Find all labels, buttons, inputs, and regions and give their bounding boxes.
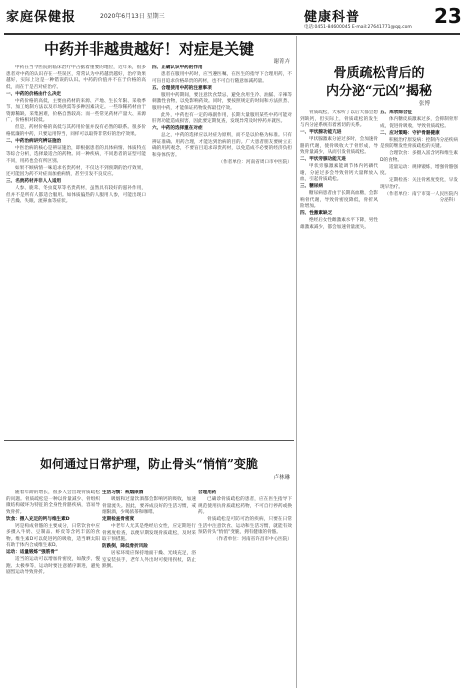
author-affiliation: （作者单位：南宁市第一人民医院内分泌科） — [384, 191, 458, 203]
paragraph: 中药在当今医院的临床治疗中占据着重要的地位，近年来，很多患者对中药的认识存在一些误区，常常认为中药越贵越好，治疗效果越好，实际上这是一种错误的认识。中药的价值并不在于价格的高低，而在于是否对症治疗。 — [6, 65, 146, 90]
subheading: 防跌倒，降低骨折风险 — [102, 544, 148, 549]
paragraph: 积极治疗原发病：控制内分泌疾病是预防继发性骨质疏松的关键。 — [380, 137, 458, 149]
subheading: 生活习惯：戒烟限酒 — [102, 490, 144, 495]
article3-title-line2: 内分泌“元凶”揭秘 — [326, 84, 432, 99]
paragraph: 糖尿病患者由于长期高血糖，会影响骨代谢，导致骨密度降低，骨折风险增加。 — [300, 191, 378, 209]
article1-body-right — [152, 65, 292, 435]
issue-date: 2020年6月13日 星期三 — [100, 13, 165, 20]
paragraph: 如果不顾病情一味追求名贵药材，不仅达不到预期的治疗效果，还可能因为药不对症而加重病情，甚至引发不良反应。 — [6, 165, 146, 177]
subheading: 五、库欣综合征 — [380, 110, 413, 115]
article2-byline: 卢林琳 — [273, 475, 290, 481]
article-divider — [4, 440, 294, 441]
subheading: 四、正确认识中药的作用 — [152, 65, 203, 70]
subheading: 一、甲状腺功能亢进 — [300, 130, 342, 135]
paragraph: 骨质疏松，大家听了以后大都会想到缺钙，但实际上，骨质疏松的发生与内分泌系统有着密切的关系。 — [300, 110, 378, 128]
paragraph: 定期检查：关注骨密度变化，早发现早治疗。 — [380, 178, 458, 190]
article3-title-line1: 骨质疏松背后的 — [333, 66, 425, 81]
subheading: 三、名贵药材并非人人适用 — [6, 179, 62, 184]
article2-title: 如何通过日常护理，防止骨头“悄悄”变脆 — [40, 457, 258, 471]
subheading: 饮食：摄入充足的钙与维生素D — [6, 516, 70, 522]
article1-title: 中药并非越贵越好！对症是关键 — [43, 40, 254, 58]
subheading: 二、中药治病讲究辨证施治 — [6, 138, 62, 144]
article2-body-mid — [102, 490, 196, 688]
paragraph: 适量运动：规律锻炼，增强骨骼强度。 — [380, 164, 458, 176]
paragraph: 已确诊骨质疏松的患者，应在医生指导下规范使用抗骨质疏松药物，不可自行停药或换药。 — [198, 497, 292, 515]
paragraph: 中医治病的核心是辨证施治，即根据患者的具体病情、体质特点等综合分析，选择最适合的药物。同一种疾病，不同患者的证型可能不同，用药也会有所区别。 — [6, 145, 146, 164]
subheading: 运动：适量锻炼“强筋骨” — [6, 550, 58, 555]
subheading: 四、性激素缺乏 — [300, 211, 333, 216]
paragraph: 甲状旁腺激素能调节体内钙磷代谢，分泌过多会导致骨钙大量释放入血，引起骨质疏松。 — [300, 164, 378, 182]
subheading: 合理用药 — [198, 490, 217, 495]
author-affiliation: （作者单位：河南省许昌市中心医院） — [213, 537, 292, 542]
subheading: 六、中药的选择重在对症 — [152, 126, 203, 131]
paragraph: 钙是构成骨骼的主要成分，日常饮食中应多摄入牛奶、豆制品、虾皮等含钙丰富的食物。维生素D可以促进钙的吸收，适当晒太阳有助于体内合成维生素D。 — [6, 523, 100, 548]
paragraph: 居家环境应保持地面干燥、光线充足，浴室安装扶手，老年人外出时可使用拐杖，防止跌倒。 — [102, 551, 196, 569]
subheading: 三、糖尿病 — [300, 184, 323, 189]
article2-body-right — [198, 490, 292, 688]
article1-byline: 谢菁卉 — [273, 59, 290, 65]
subheading: 二、应对策略：守护骨骼健康 — [380, 130, 440, 136]
paragraph: 此外，中药也有一定的毒副作用，长期大量服用某些中药可能对肝肾功能造成损害，因此要定期复查，发现异常及时停药并就医。 — [152, 112, 292, 124]
paragraph: 但是，药材价格的高低与其药用价值并没有必然的联系。很多价格低廉的中药，只要运用得当，同样可以取得非常好的治疗效果。 — [6, 125, 146, 137]
newspaper-name: 家庭保健报 — [6, 10, 77, 25]
paragraph: 人参、鹿茸、冬虫夏草等名贵药材，虽然具有较好的滋补作用，但并不是所有人都适合服用。如体质偏热的人服用人参，可能出现口干舌燥、失眠、流鼻血等症状。 — [6, 186, 146, 204]
article1-body-left — [6, 65, 146, 435]
subheading: 一、中药的价格由什么决定 — [6, 91, 62, 97]
section-name: 健康科普 — [304, 10, 361, 25]
paragraph: 适当的运动可以增加骨密度，如散步、慢跑、太极拳等，运动时要注意循序渐进，避免剧烈运动导致骨折。 — [6, 557, 100, 575]
paragraph: 体内糖皮质激素过多，会抑制骨形成，促进骨吸收，导致骨质疏松。 — [380, 117, 458, 129]
paragraph: 中老年人尤其是绝经后女性，应定期进行骨密度检查，以便早期发现骨质疏松，及时采取干预措施。 — [102, 524, 196, 542]
paragraph: 服用中药期间，要注意饮食禁忌，避免食用生冷、油腻、辛辣等刺激性食物，以免影响药效。同时，要按照规定的时间和方法煎煮、服用中药，才能保证药物发挥最佳疗效。 — [152, 92, 292, 111]
page-number: 23 — [434, 4, 462, 28]
paragraph: 绝经后女性雌激素水平下降，男性雄激素减少，都会加速骨量流失。 — [300, 218, 378, 230]
contact-info: 电话:0451-84600045 E-mail:27641771@qq.com — [304, 25, 412, 30]
masthead — [4, 2, 460, 32]
column-divider — [296, 36, 297, 688]
paragraph: 吸烟和过量饮酒都会影响钙的吸收，加速骨量流失。因此，要养成良好的生活习惯，戒烟限酒，少喝浓茶和咖啡。 — [102, 497, 196, 515]
author-affiliation: （作者单位：河南省周口市中医院） — [218, 159, 292, 165]
paragraph: 骨质疏松是可防可治的疾病，只要在日常生活中注意饮食、运动和生活习惯，就能有效预防骨头“悄悄”变脆，拥有健康的骨骼。 — [198, 517, 292, 535]
subheading: 五、合理使用中药的注意事项 — [152, 85, 212, 91]
masthead-rule — [4, 33, 460, 35]
article3-body-right — [380, 110, 458, 688]
article3-body-left — [300, 110, 378, 688]
subheading: 二、甲状旁腺功能亢进 — [300, 157, 346, 162]
paragraph: 总之，中药的选择应以对症为原则，而不是以价格为标准。只有辨证准确、用药合理，才能达到治病的目的。广大患者朋友要树立正确的用药观念，不要盲目追求昂贵药材，以免造成不必要的经济负担和身体伤害。 — [152, 133, 292, 158]
paragraph: 患者在服用中药时，应当遵医嘱，在医生的指导下合理用药，不可盲目追求价格昂贵的药材，也不可自行随意加减药量。 — [152, 72, 292, 84]
paragraph: 中药价格的高低，主要由药材的来源、产地、生长年限、采收季节、加工炮制方法以及市场供需等多种因素决定。一些珍稀药材由于资源稀缺、采集困难，价格自然较高；而一些常见药材产量大、来源广，价格相对较低。 — [6, 98, 146, 123]
subheading: 定期检查骨密度 — [102, 517, 135, 522]
paragraph: 合理饮食：多摄入富含钙和维生素D的食物。 — [380, 151, 458, 163]
paragraph: 随着年龄的增长，很多人会出现骨质疏松的问题。骨质疏松是一种以骨量减少、骨组织微结构破坏为特征的全身性骨骼疾病，容易导致骨折。 — [6, 490, 100, 515]
paragraph: 甲状腺激素分泌过多时，会加速骨骼的代谢，使骨吸收大于骨形成，导致骨量减少，从而引发骨质疏松。 — [300, 137, 378, 155]
article3-byline: 张博 — [418, 101, 430, 107]
article2-body-left — [6, 490, 100, 688]
